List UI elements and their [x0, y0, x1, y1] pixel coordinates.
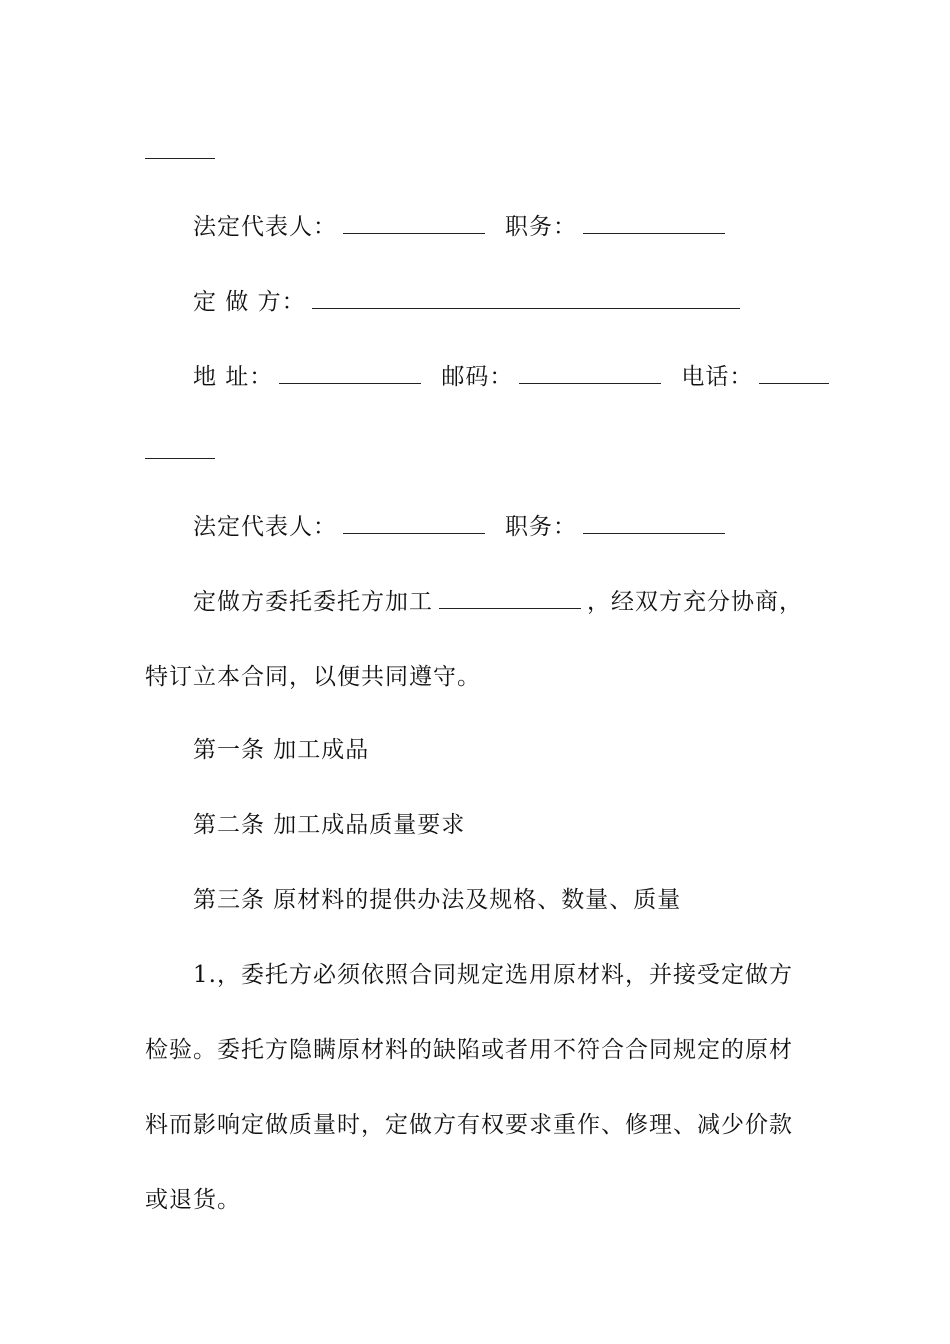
- client-party-label: 定 做 方：: [193, 289, 306, 315]
- position-label: 职务：: [505, 214, 577, 240]
- client-position-label: 职务：: [505, 514, 577, 540]
- processing-item-blank: [439, 588, 581, 609]
- legal-rep-label: 法定代表人：: [193, 214, 337, 240]
- clause-1-line-1: 1.，委托方必须依照合同规定选用原材料，并接受定做方: [193, 962, 793, 988]
- position-blank: [583, 213, 725, 234]
- phone-continuation-underline: [145, 458, 215, 459]
- client-position-blank: [583, 513, 725, 534]
- phone-blank: [759, 363, 829, 384]
- article-2: 第二条 加工成品质量要求: [193, 812, 466, 838]
- intro-line-1: [193, 587, 803, 617]
- intro-suffix: ，经双方充分协商，: [587, 589, 803, 615]
- article-1: 第一条 加工成品: [193, 737, 370, 763]
- clause-1-line-2: 检验。委托方隐瞒原材料的缺陷或者用不符合合同规定的原材: [145, 1037, 793, 1063]
- address-blank: [279, 363, 421, 384]
- address-line: [193, 362, 835, 392]
- client-party-blank: [312, 288, 740, 309]
- clause-1-line-3: 料而影响定做质量时，定做方有权要求重作、修理、减少价款: [145, 1112, 793, 1138]
- address-label: 地 址：: [193, 364, 274, 390]
- client-legal-rep-label: 法定代表人：: [193, 514, 337, 540]
- article-3: 第三条 原材料的提供办法及规格、数量、质量: [193, 887, 682, 913]
- clause-1-line-4: 或退货。: [145, 1187, 241, 1213]
- client-legal-rep-blank: [343, 513, 485, 534]
- continuation-underline-top: [145, 158, 215, 159]
- postcode-blank: [519, 363, 661, 384]
- legal-rep-line-2: [193, 512, 731, 542]
- legal-rep-line-1: [193, 212, 731, 242]
- client-party-line: [193, 287, 746, 317]
- intro-line-2: 特订立本合同，以便共同遵守。: [145, 664, 481, 690]
- intro-prefix: 定做方委托委托方加工: [193, 589, 433, 615]
- legal-rep-blank: [343, 213, 485, 234]
- phone-label: 电话：: [681, 364, 754, 390]
- postcode-label: 邮码：: [441, 364, 514, 390]
